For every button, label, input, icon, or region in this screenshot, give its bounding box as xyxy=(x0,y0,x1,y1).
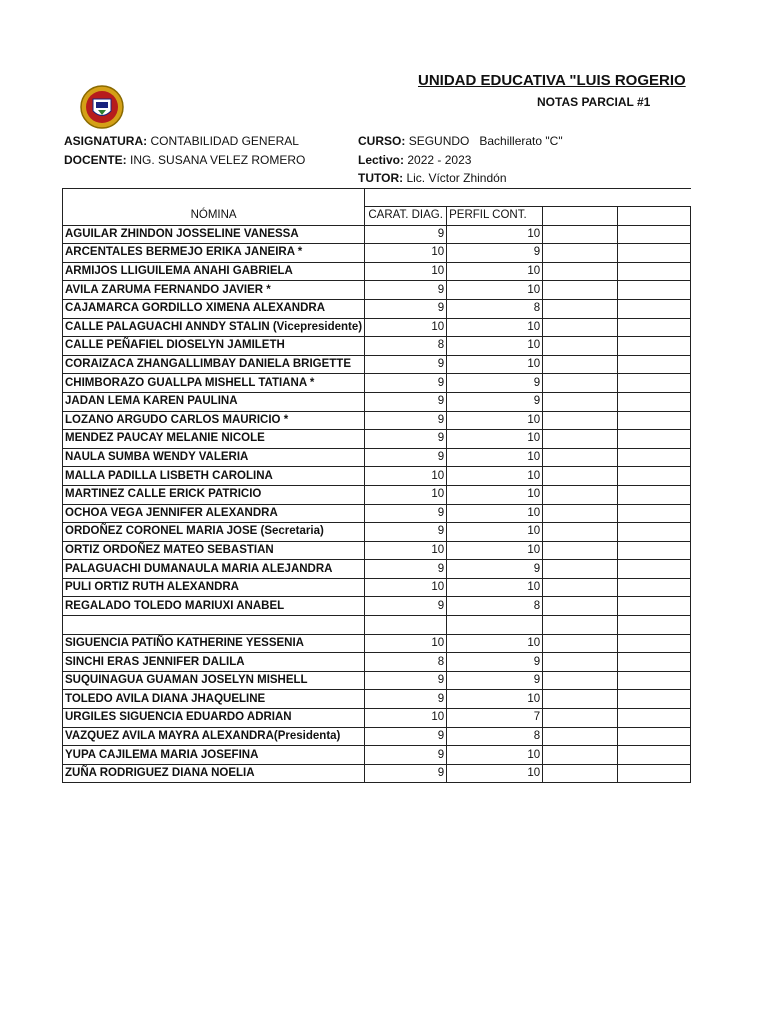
perfil-cont-cell: 8 xyxy=(447,727,543,746)
asignatura-line xyxy=(64,134,299,148)
grades-table xyxy=(62,188,691,783)
empty-cell xyxy=(618,578,691,597)
docente-value: ING. SUSANA VELEZ ROMERO xyxy=(130,153,306,167)
asignatura-label: ASIGNATURA: xyxy=(64,134,148,148)
table-row xyxy=(63,578,691,597)
empty-cell xyxy=(543,634,618,653)
student-name-cell: NAULA SUMBA WENDY VALERIA xyxy=(63,448,365,467)
empty-cell xyxy=(618,523,691,542)
perfil-cont-cell: 10 xyxy=(447,262,543,281)
perfil-cont-cell: 10 xyxy=(447,504,543,523)
student-name-cell: MALLA PADILLA LISBETH CAROLINA xyxy=(63,467,365,486)
table-row xyxy=(63,523,691,542)
empty-cell xyxy=(618,653,691,672)
perfil-cont-cell xyxy=(447,616,543,635)
empty-cell xyxy=(543,411,618,430)
empty-cell xyxy=(618,225,691,244)
perfil-cont-cell: 10 xyxy=(447,355,543,374)
column-header-empty-1 xyxy=(543,207,618,226)
table-row xyxy=(63,281,691,300)
empty-cell xyxy=(618,616,691,635)
empty-cell xyxy=(543,299,618,318)
carat-diag-cell: 9 xyxy=(365,671,447,690)
perfil-cont-cell: 7 xyxy=(447,709,543,728)
empty-cell xyxy=(543,392,618,411)
carat-diag-cell: 9 xyxy=(365,504,447,523)
carat-diag-cell: 9 xyxy=(365,374,447,393)
empty-cell xyxy=(618,430,691,449)
table-row xyxy=(63,244,691,263)
perfil-cont-cell: 10 xyxy=(447,634,543,653)
perfil-cont-cell: 10 xyxy=(447,746,543,765)
lectivo-label: Lectivo: xyxy=(358,153,405,167)
carat-diag-cell: 10 xyxy=(365,318,447,337)
student-name-cell: SIGUENCIA PATIÑO KATHERINE YESSENIA xyxy=(63,634,365,653)
empty-cell xyxy=(543,355,618,374)
empty-cell xyxy=(618,411,691,430)
empty-cell xyxy=(543,448,618,467)
carat-diag-cell: 9 xyxy=(365,597,447,616)
perfil-cont-cell: 10 xyxy=(447,578,543,597)
empty-cell xyxy=(618,281,691,300)
empty-cell xyxy=(543,764,618,783)
empty-cell xyxy=(618,504,691,523)
student-name-cell: YUPA CAJILEMA MARIA JOSEFINA xyxy=(63,746,365,765)
empty-cell xyxy=(618,727,691,746)
tutor-value: Lic. Víctor Zhindón xyxy=(406,171,507,185)
student-name-cell: SINCHI ERAS JENNIFER DALILA xyxy=(63,653,365,672)
table-row xyxy=(63,467,691,486)
empty-cell xyxy=(543,281,618,300)
table-row xyxy=(63,262,691,281)
table-row xyxy=(63,746,691,765)
empty-cell xyxy=(543,597,618,616)
perfil-cont-cell: 10 xyxy=(447,448,543,467)
perfil-cont-cell: 10 xyxy=(447,337,543,356)
empty-cell xyxy=(543,727,618,746)
carat-diag-cell: 10 xyxy=(365,262,447,281)
table-row xyxy=(63,671,691,690)
perfil-cont-cell: 9 xyxy=(447,560,543,579)
student-name-cell: OCHOA VEGA JENNIFER ALEXANDRA xyxy=(63,504,365,523)
curso-label: CURSO: xyxy=(358,134,406,148)
student-name-cell: REGALADO TOLEDO MARIUXI ANABEL xyxy=(63,597,365,616)
carat-diag-cell: 9 xyxy=(365,299,447,318)
carat-diag-cell: 10 xyxy=(365,467,447,486)
student-name-cell: VAZQUEZ AVILA MAYRA ALEXANDRA(Presidenta) xyxy=(63,727,365,746)
table-row xyxy=(63,634,691,653)
empty-cell xyxy=(543,467,618,486)
column-header-empty-2 xyxy=(618,207,691,226)
curso-value: SEGUNDO Bachillerato "C" xyxy=(408,134,563,148)
student-name-cell: MARTINEZ CALLE ERICK PATRICIO xyxy=(63,485,365,504)
school-name: UNIDAD EDUCATIVA "LUIS ROGERIO xyxy=(418,72,686,89)
table-row xyxy=(63,448,691,467)
carat-diag-cell: 9 xyxy=(365,430,447,449)
empty-cell xyxy=(543,262,618,281)
school-logo xyxy=(78,84,126,130)
empty-cell xyxy=(618,709,691,728)
empty-cell xyxy=(543,504,618,523)
table-row xyxy=(63,616,691,635)
empty-cell xyxy=(618,448,691,467)
student-name-cell: AVILA ZARUMA FERNANDO JAVIER * xyxy=(63,281,365,300)
student-name-cell: ZUÑA RODRIGUEZ DIANA NOELIA xyxy=(63,764,365,783)
perfil-cont-cell: 9 xyxy=(447,244,543,263)
perfil-cont-cell: 10 xyxy=(447,467,543,486)
perfil-cont-cell: 10 xyxy=(447,281,543,300)
asignatura-value: CONTABILIDAD GENERAL xyxy=(150,134,299,148)
table-row xyxy=(63,764,691,783)
table-row xyxy=(63,504,691,523)
student-name-cell: AGUILAR ZHINDON JOSSELINE VANESSA xyxy=(63,225,365,244)
empty-cell xyxy=(618,337,691,356)
perfil-cont-cell: 10 xyxy=(447,541,543,560)
column-header-nomina: NÓMINA xyxy=(63,207,365,226)
perfil-cont-cell: 10 xyxy=(447,430,543,449)
table-row xyxy=(63,355,691,374)
empty-cell xyxy=(618,764,691,783)
table-row xyxy=(63,485,691,504)
empty-cell xyxy=(618,541,691,560)
carat-diag-cell: 9 xyxy=(365,355,447,374)
table-row xyxy=(63,727,691,746)
carat-diag-cell: 9 xyxy=(365,523,447,542)
student-name-cell: CORAIZACA ZHANGALLIMBAY DANIELA BRIGETTE xyxy=(63,355,365,374)
empty-cell xyxy=(618,244,691,263)
perfil-cont-cell: 9 xyxy=(447,653,543,672)
perfil-cont-cell: 10 xyxy=(447,318,543,337)
empty-cell xyxy=(618,560,691,579)
student-name-cell: LOZANO ARGUDO CARLOS MAURICIO * xyxy=(63,411,365,430)
perfil-cont-cell: 10 xyxy=(447,523,543,542)
curso-line xyxy=(358,134,563,148)
table-header-row xyxy=(63,207,691,226)
student-name-cell: CALLE PEÑAFIEL DIOSELYN JAMILETH xyxy=(63,337,365,356)
empty-cell xyxy=(618,355,691,374)
empty-cell xyxy=(543,485,618,504)
student-name-cell: ARMIJOS LLIGUILEMA ANAHI GABRIELA xyxy=(63,262,365,281)
table-row xyxy=(63,653,691,672)
tutor-label: TUTOR: xyxy=(358,171,404,185)
empty-cell xyxy=(618,746,691,765)
student-name-cell: SUQUINAGUA GUAMAN JOSELYN MISHELL xyxy=(63,671,365,690)
empty-cell xyxy=(618,467,691,486)
lectivo-value: 2022 - 2023 xyxy=(407,153,472,167)
table-row xyxy=(63,392,691,411)
empty-cell xyxy=(543,690,618,709)
carat-diag-cell: 10 xyxy=(365,634,447,653)
table-row xyxy=(63,597,691,616)
carat-diag-cell: 9 xyxy=(365,281,447,300)
empty-cell xyxy=(543,578,618,597)
empty-cell xyxy=(543,318,618,337)
carat-diag-cell: 10 xyxy=(365,578,447,597)
table-row xyxy=(63,374,691,393)
empty-cell xyxy=(543,225,618,244)
table-row xyxy=(63,411,691,430)
empty-cell xyxy=(543,653,618,672)
student-name-cell: TOLEDO AVILA DIANA JHAQUELINE xyxy=(63,690,365,709)
student-name-cell: JADAN LEMA KAREN PAULINA xyxy=(63,392,365,411)
report-subtitle: NOTAS PARCIAL #1 xyxy=(537,95,651,109)
carat-diag-cell xyxy=(365,616,447,635)
column-header-carat-diag: CARAT. DIAG. xyxy=(365,207,447,226)
empty-cell xyxy=(618,374,691,393)
carat-diag-cell: 9 xyxy=(365,727,447,746)
student-name-cell: ORDOÑEZ CORONEL MARIA JOSE (Secretaria) xyxy=(63,523,365,542)
carat-diag-cell: 9 xyxy=(365,448,447,467)
table-row xyxy=(63,560,691,579)
carat-diag-cell: 8 xyxy=(365,337,447,356)
table-row xyxy=(63,225,691,244)
table-row xyxy=(63,709,691,728)
carat-diag-cell: 9 xyxy=(365,764,447,783)
perfil-cont-cell: 8 xyxy=(447,299,543,318)
carat-diag-cell: 9 xyxy=(365,746,447,765)
column-header-perfil-cont: PERFIL CONT. xyxy=(447,207,543,226)
carat-diag-cell: 9 xyxy=(365,225,447,244)
table-row xyxy=(63,430,691,449)
carat-diag-cell: 10 xyxy=(365,485,447,504)
carat-diag-cell: 9 xyxy=(365,392,447,411)
perfil-cont-cell: 10 xyxy=(447,411,543,430)
empty-cell xyxy=(543,337,618,356)
empty-cell xyxy=(543,541,618,560)
table-top-row xyxy=(63,189,691,207)
student-name-cell: MENDEZ PAUCAY MELANIE NICOLE xyxy=(63,430,365,449)
empty-cell xyxy=(618,262,691,281)
empty-cell xyxy=(618,690,691,709)
perfil-cont-cell: 10 xyxy=(447,225,543,244)
empty-cell xyxy=(543,671,618,690)
carat-diag-cell: 8 xyxy=(365,653,447,672)
student-name-cell: URGILES SIGUENCIA EDUARDO ADRIAN xyxy=(63,709,365,728)
empty-cell xyxy=(618,634,691,653)
table-row xyxy=(63,541,691,560)
table-row xyxy=(63,690,691,709)
carat-diag-cell: 9 xyxy=(365,690,447,709)
student-name-cell: CHIMBORAZO GUALLPA MISHELL TATIANA * xyxy=(63,374,365,393)
student-name-cell: ORTIZ ORDOÑEZ MATEO SEBASTIAN xyxy=(63,541,365,560)
perfil-cont-cell: 10 xyxy=(447,764,543,783)
docente-label: DOCENTE: xyxy=(64,153,127,167)
empty-cell xyxy=(543,430,618,449)
table-row xyxy=(63,337,691,356)
empty-cell xyxy=(543,709,618,728)
empty-cell xyxy=(543,244,618,263)
perfil-cont-cell: 8 xyxy=(447,597,543,616)
empty-cell xyxy=(543,746,618,765)
carat-diag-cell: 10 xyxy=(365,709,447,728)
empty-cell xyxy=(618,485,691,504)
empty-cell xyxy=(543,616,618,635)
perfil-cont-cell: 9 xyxy=(447,374,543,393)
carat-diag-cell: 10 xyxy=(365,541,447,560)
empty-cell xyxy=(618,597,691,616)
student-name-cell: PALAGUACHI DUMANAULA MARIA ALEJANDRA xyxy=(63,560,365,579)
perfil-cont-cell: 9 xyxy=(447,671,543,690)
student-name-cell: CALLE PALAGUACHI ANNDY STALIN (Vicepresidente) xyxy=(63,318,365,337)
empty-cell xyxy=(543,560,618,579)
empty-cell xyxy=(618,671,691,690)
empty-cell xyxy=(618,299,691,318)
carat-diag-cell: 9 xyxy=(365,560,447,579)
student-name-cell: CAJAMARCA GORDILLO XIMENA ALEXANDRA xyxy=(63,299,365,318)
carat-diag-cell: 10 xyxy=(365,244,447,263)
student-name-cell xyxy=(63,616,365,635)
table-row xyxy=(63,299,691,318)
docente-line xyxy=(64,153,305,167)
student-name-cell: PULI ORTIZ RUTH ALEXANDRA xyxy=(63,578,365,597)
lectivo-line xyxy=(358,153,471,167)
perfil-cont-cell: 10 xyxy=(447,690,543,709)
empty-cell xyxy=(543,374,618,393)
empty-cell xyxy=(618,318,691,337)
table-row xyxy=(63,318,691,337)
carat-diag-cell: 9 xyxy=(365,411,447,430)
empty-cell xyxy=(543,523,618,542)
empty-cell xyxy=(618,392,691,411)
student-name-cell: ARCENTALES BERMEJO ERIKA JANEIRA * xyxy=(63,244,365,263)
tutor-line xyxy=(358,171,507,185)
perfil-cont-cell: 10 xyxy=(447,485,543,504)
perfil-cont-cell: 9 xyxy=(447,392,543,411)
